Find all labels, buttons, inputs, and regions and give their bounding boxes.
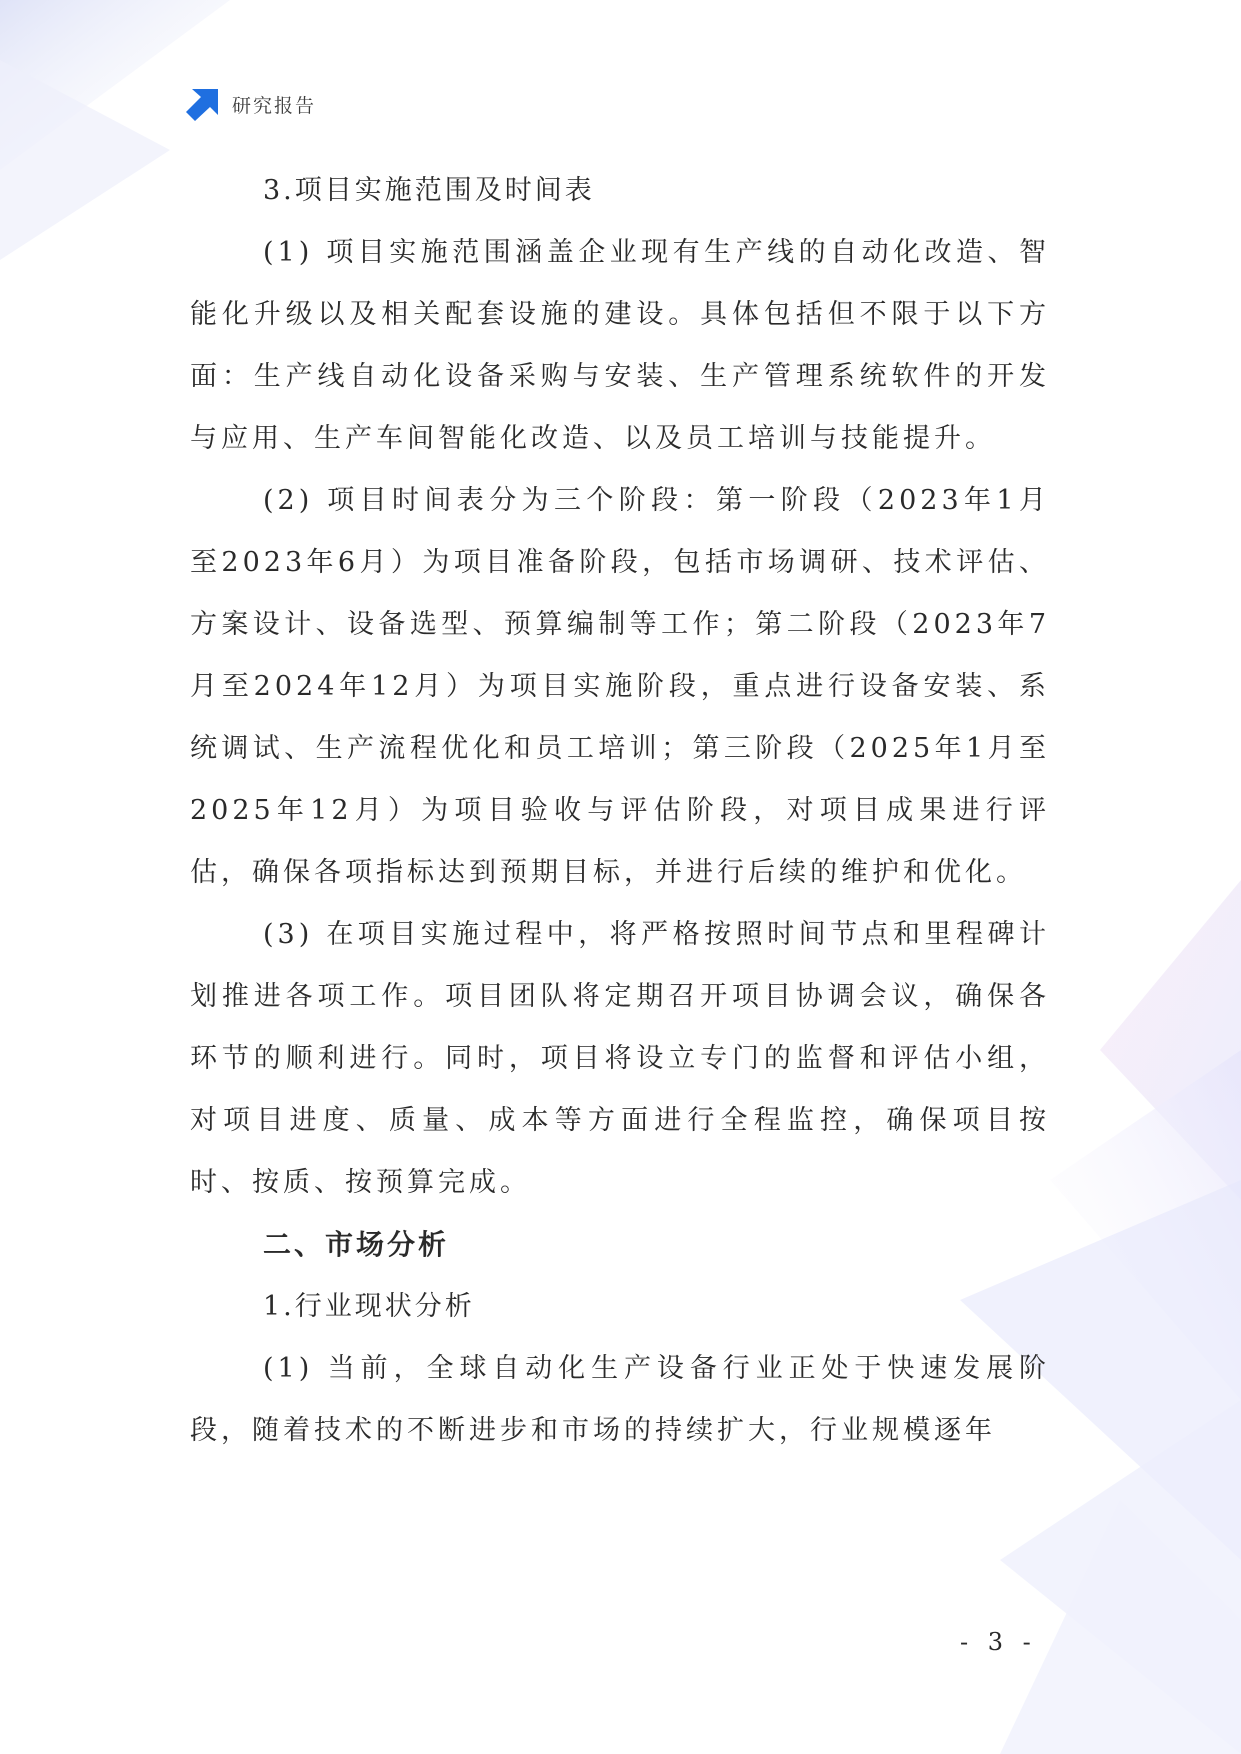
document-body (190, 160, 1050, 1462)
arrow-up-right-icon (186, 87, 220, 121)
report-title: 研究报告 (232, 94, 317, 117)
section-heading-implementation: 3.项目实施范围及时间表 (263, 175, 595, 206)
paragraph-scope: (1) 项目实施范围涵盖企业现有生产线的自动化改造、智能化升级以及相关配套设施的建设。具体包括但不限于以下方面：生产线自动化设备采购与安装、生产管理系统软件的开发与应用、生产车间智能化改造、以及员工培训与技能提升。 (190, 237, 1050, 454)
paragraph-timeline: (2) 项目时间表分为三个阶段：第一阶段（2023年1月至2023年6月）为项目准备阶段，包括市场调研、技术评估、方案设计、设备选型、预算编制等工作；第二阶段（2023年7月至2024年12月）为项目实施阶段，重点进行设备安装、系统调试、生产流程优化和员工培训；第三阶段（2025年1月至2025年12月）为项目验收与评估阶段，对项目成果进行评估，确保各项指标达到预期目标，并进行后续的维护和优化。 (190, 485, 1050, 888)
report-header (186, 86, 316, 122)
page-number: - 3 - (960, 1628, 1037, 1656)
paragraph-process: (3) 在项目实施过程中，将严格按照时间节点和里程碑计划推进各项工作。项目团队将定期召开项目协调会议，确保各环节的顺利进行。同时，项目将设立专门的监督和评估小组，对项目进度、质量、成本等方面进行全程监控，确保项目按时、按质、按预算完成。 (190, 919, 1050, 1198)
chapter-heading-market: 二、市场分析 (263, 1228, 450, 1261)
section-heading-industry: 1.行业现状分析 (263, 1291, 475, 1322)
paragraph-industry: (1) 当前，全球自动化生产设备行业正处于快速发展阶段，随着技术的不断进步和市场的持续扩大，行业规模逐年 (190, 1353, 1050, 1446)
